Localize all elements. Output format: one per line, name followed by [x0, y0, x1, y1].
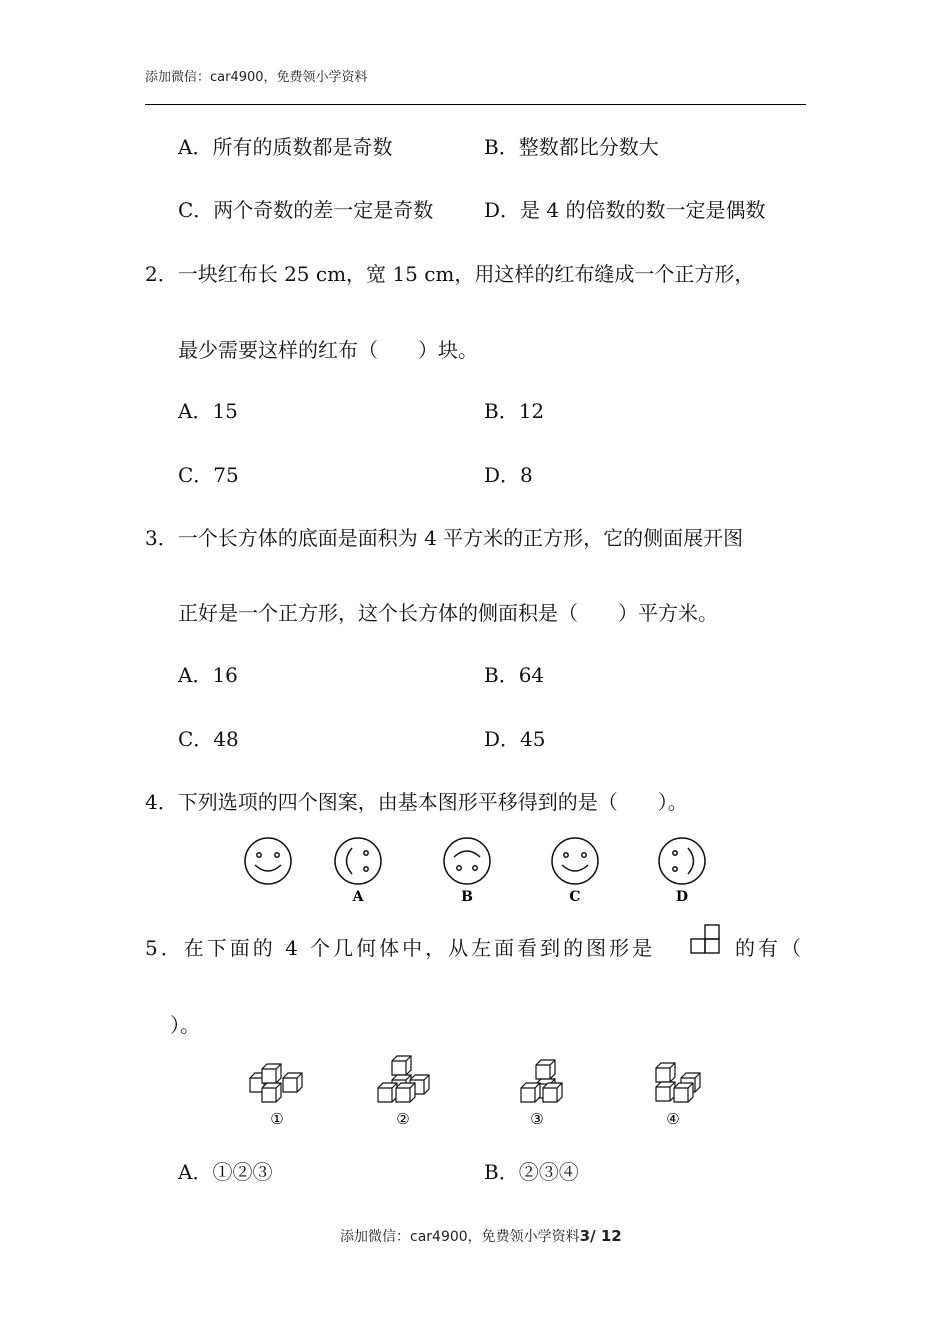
q1-option-a: A．所有的质数都是奇数: [178, 135, 393, 159]
q5-label-4: ④: [666, 1110, 680, 1128]
face-option-c-icon: [552, 838, 598, 884]
page-number: 3: [579, 1227, 591, 1245]
smiley-base-icon: [245, 838, 291, 884]
q3-option-c: C．48: [178, 727, 239, 751]
q3-option-a: A．16: [178, 663, 238, 687]
q4-label-c: C: [569, 889, 581, 905]
face-option-d-icon: [659, 838, 705, 884]
page-footer: 添加微信：car4900，免费领小学资料3/ 12: [340, 1227, 622, 1245]
q3-option-b: B．64: [484, 663, 545, 687]
solid-4-icon: [656, 1063, 700, 1102]
q2-option-a: A．15: [178, 399, 238, 423]
header-rule: [145, 104, 806, 105]
q2-stem-line2: 最少需要这样的红布（ ）块。: [178, 338, 478, 362]
q5-stem-line2: ）。: [170, 1013, 200, 1037]
left-view-shape-icon: [688, 923, 722, 957]
q5-label-1: ①: [270, 1110, 284, 1128]
q5-stem-part1: 5．在下面的 4 个几何体中，从左面看到的图形是: [145, 936, 656, 960]
q3-stem-line2: 正好是一个正方形，这个长方体的侧面积是（ ）平方米。: [178, 601, 718, 625]
q1-option-c: C．两个奇数的差一定是奇数: [178, 198, 434, 222]
solid-2-icon: [378, 1056, 429, 1102]
face-option-b-icon: [444, 838, 490, 884]
face-option-a-icon: [335, 838, 381, 884]
page-total: 12: [600, 1227, 622, 1245]
q4-label-a: A: [352, 889, 364, 905]
q4-label-b: B: [461, 889, 473, 905]
q5-option-a: A．①②③: [178, 1160, 273, 1184]
q4-label-d: D: [675, 889, 689, 905]
q4-faces-figure: [235, 832, 725, 912]
q4-stem: 4．下列选项的四个图案，由基本图形平移得到的是（ ）。: [145, 790, 688, 814]
q1-option-b: B．整数都比分数大: [484, 135, 659, 159]
footer-text: 添加微信：car4900，免费领小学资料: [340, 1229, 580, 1245]
q3-stem-line1: 3．一个长方体的底面是面积为 4 平方米的正方形，它的侧面展开图: [145, 526, 744, 550]
q3-option-d: D．45: [484, 727, 546, 751]
q5-label-2: ②: [396, 1110, 410, 1128]
q5-stem-part2: 的有（: [735, 936, 804, 960]
q5-label-3: ③: [530, 1110, 544, 1128]
q2-stem-line1: 2．一块红布长 25 cm，宽 15 cm，用这样的红布缝成一个正方形，: [145, 262, 755, 286]
solid-3-icon: [521, 1060, 562, 1102]
q5-option-b: B．②③④: [484, 1160, 579, 1184]
q2-option-b: B．12: [484, 399, 545, 423]
q2-option-c: C．75: [178, 463, 239, 487]
q5-solids-figure: [240, 1055, 720, 1135]
solid-1-icon: [250, 1064, 302, 1102]
q1-option-d: D．是 4 的倍数的数一定是偶数: [484, 198, 766, 222]
q2-option-d: D．8: [484, 463, 533, 487]
page-header: 添加微信：car4900，免费领小学资料: [145, 70, 368, 85]
